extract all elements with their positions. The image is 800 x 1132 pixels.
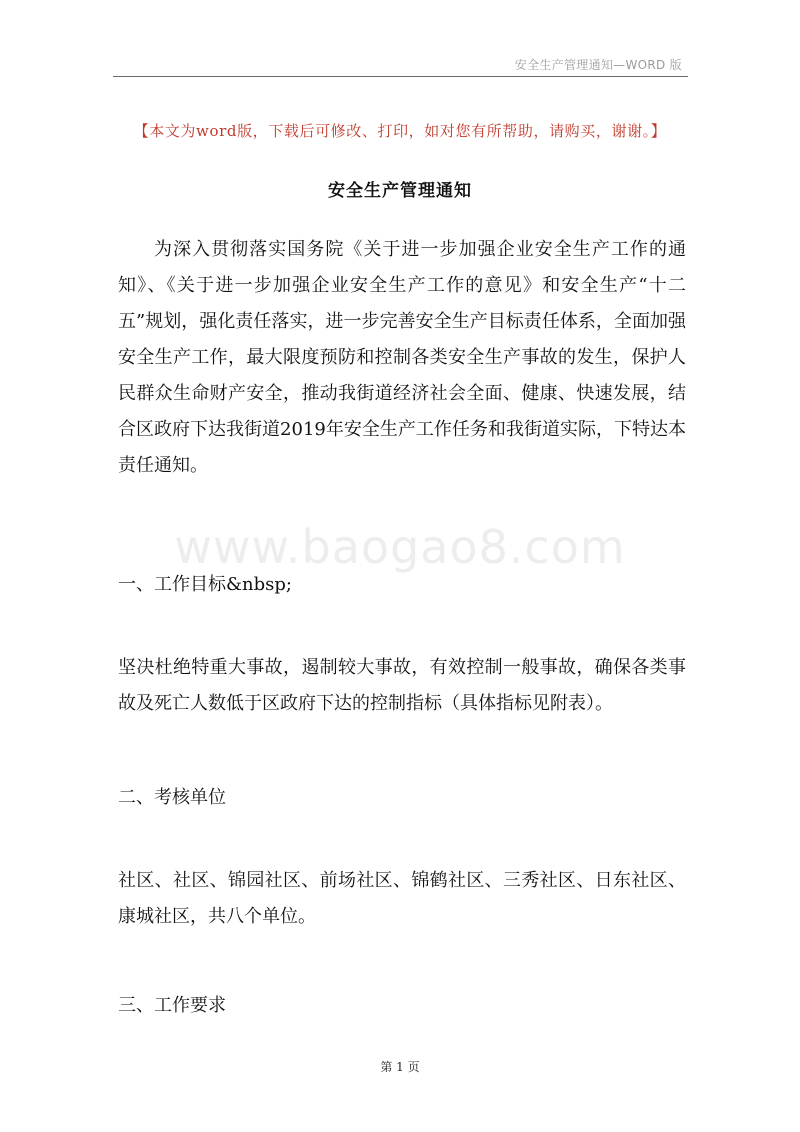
- section-body-goals: 坚决杜绝特重大事故，遏制较大事故，有效控制一般事故，确保各类事故及死亡人数低于区政府下达的控制指标（具体指标见附表）。: [118, 657, 686, 714]
- section-heading-goals: 一、工作目标&nbsp;: [118, 574, 292, 595]
- page-number: 第 1 页: [380, 1060, 420, 1074]
- header-divider: [113, 76, 688, 77]
- intro-paragraph: 为深入贯彻落实国务院《关于进一步加强企业安全生产工作的通知》、《关于进一步加强企业安全生产工作的意见》和安全生产“十二五”规划，强化责任落实，进一步完善安全生产目标责任体系，全面加强安全生产工作，最大限度预防和控制各类安全生产事故的发生，保护人民群众生命财产安全，推动我街道经济社会全面、健康、快速发展，结合区政府下达我街道2019年安全生产工作任务和我街道实际，下特达本责任通知。: [118, 239, 686, 476]
- section-heading-requirements: 三、工作要求: [118, 995, 226, 1016]
- document-title: 安全生产管理通知: [328, 181, 472, 201]
- download-notice: 【本文为word版，下载后可修改、打印，如对您有所帮助，请购买，谢谢。】: [133, 122, 667, 140]
- watermark-text: www.baogao8.com: [174, 520, 626, 574]
- section-heading-units: 二、考核单位: [118, 787, 226, 808]
- running-header: 安全生产管理通知—WORD 版: [514, 58, 682, 72]
- section-body-units: 社区、社区、锦园社区、前场社区、锦鹤社区、三秀社区、日东社区、康城社区，共八个单位。: [118, 870, 686, 927]
